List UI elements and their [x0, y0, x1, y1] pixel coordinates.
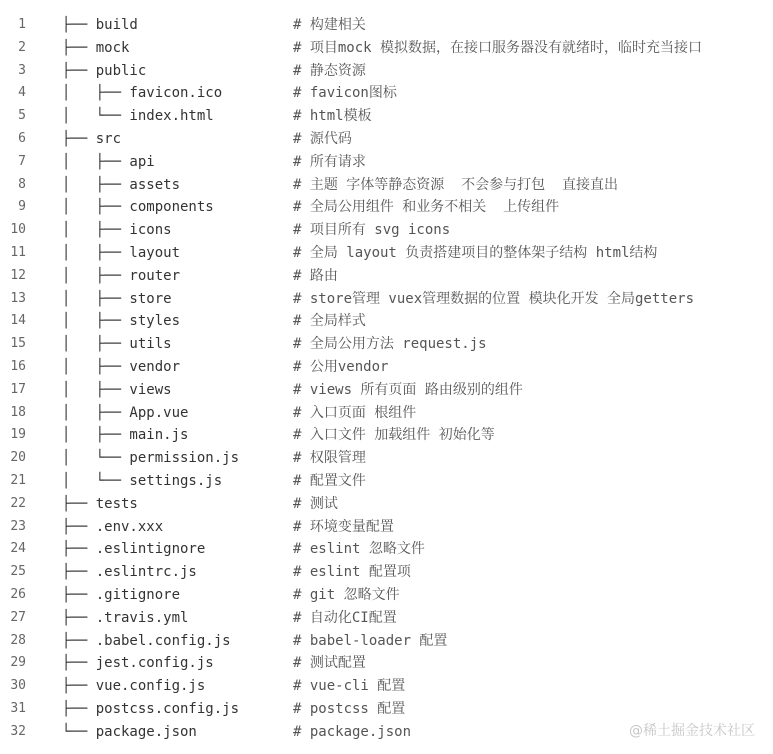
- comment: # eslint 配置项: [293, 564, 411, 581]
- line-number: 32: [10, 723, 26, 739]
- comment: # favicon图标: [293, 85, 397, 102]
- comment: # store管理 vuex管理数据的位置 模块化开发 全局getters: [293, 290, 695, 307]
- comment: # 入口文件 加载组件 初始化等: [293, 427, 495, 444]
- tree-entry: ├── .babel.config.js: [62, 632, 231, 649]
- comment: # 主题 字体等静态资源 不会参与打包 直接直出: [293, 176, 618, 193]
- line-number: 5: [18, 108, 26, 124]
- comment: # 测试: [293, 495, 338, 512]
- line-number: 2: [18, 39, 26, 55]
- comment: # postcss 配置: [293, 700, 406, 717]
- code-line: [0, 698, 773, 721]
- code-line: [0, 14, 773, 37]
- comment: # 公用vendor: [293, 358, 389, 375]
- tree-entry: ├── jest.config.js: [62, 655, 214, 672]
- comment: # 入口页面 根组件: [293, 404, 417, 421]
- tree-entry: │ ├── store: [62, 290, 172, 307]
- comment: # 静态资源: [293, 62, 366, 79]
- code-line: [0, 493, 773, 516]
- code-line: [0, 219, 773, 242]
- tree-entry: │ ├── styles: [62, 313, 181, 330]
- line-number: 12: [10, 267, 26, 283]
- comment: # 项目mock 模拟数据，在接口服务器没有就绪时，临时充当接口: [293, 39, 702, 56]
- comment: # 全局公用方法 request.js: [293, 336, 487, 353]
- code-line: [0, 402, 773, 425]
- comment: # 源代码: [293, 130, 352, 147]
- code-line: [0, 128, 773, 151]
- code-line: [0, 538, 773, 561]
- line-number: 13: [10, 290, 26, 306]
- line-number: 7: [18, 153, 26, 169]
- comment: # 全局 layout 负责搭建项目的整体架子结构 html结构: [293, 244, 658, 261]
- line-number: 27: [10, 609, 26, 625]
- tree-entry: │ ├── utils: [62, 336, 172, 353]
- tree-entry: ├── .gitignore: [62, 586, 181, 603]
- tree-entry: │ ├── views: [62, 381, 172, 398]
- tree-entry: ├── .eslintignore: [62, 541, 206, 558]
- comment: # 所有请求: [293, 153, 366, 170]
- tree-entry: ├── build: [62, 17, 138, 33]
- code-line: [0, 447, 773, 470]
- watermark: @稀土掘金技术社区: [629, 723, 755, 739]
- tree-entry: └── package.json: [62, 723, 197, 740]
- line-number: 24: [10, 541, 26, 557]
- comment: # 测试配置: [293, 655, 366, 672]
- line-number: 8: [18, 176, 26, 192]
- code-line: [0, 470, 773, 493]
- tree-entry: │ ├── main.js: [62, 427, 189, 444]
- code-line: [0, 82, 773, 105]
- line-number: 18: [10, 404, 26, 420]
- line-number: 20: [10, 450, 26, 466]
- line-number: 28: [10, 632, 26, 648]
- line-number: 1: [18, 17, 26, 32]
- comment: # html模板: [293, 108, 372, 125]
- code-line: [0, 105, 773, 128]
- comment: # 项目所有 svg icons: [293, 222, 451, 239]
- comment: # git 忽略文件: [293, 586, 400, 603]
- line-number: 6: [18, 130, 26, 146]
- code-line: [0, 561, 773, 584]
- code-line: [0, 607, 773, 630]
- tree-entry: │ ├── App.vue: [62, 404, 189, 421]
- line-number: 11: [10, 244, 26, 260]
- tree-entry: ├── public: [62, 62, 147, 79]
- comment: # eslint 忽略文件: [293, 541, 425, 558]
- tree-entry: │ ├── api: [62, 153, 155, 170]
- line-number: 4: [18, 85, 26, 101]
- code-line: [0, 265, 773, 288]
- tree-entry: │ ├── icons: [62, 222, 172, 239]
- comment: # 构建相关: [293, 17, 366, 33]
- code-line: [0, 174, 773, 197]
- code-line: [0, 333, 773, 356]
- code-line: [0, 288, 773, 311]
- comment: # 配置文件: [293, 472, 366, 489]
- comment: # 权限管理: [293, 450, 366, 467]
- line-number: 23: [10, 518, 26, 534]
- comment: # views 所有页面 路由级别的组件: [293, 381, 523, 398]
- line-number: 14: [10, 313, 26, 329]
- tree-entry: │ ├── layout: [62, 244, 181, 261]
- line-number: 29: [10, 655, 26, 671]
- tree-entry: ├── .env.xxx: [62, 518, 164, 535]
- code-line: [0, 151, 773, 174]
- line-number: 15: [10, 336, 26, 352]
- line-number: 9: [18, 199, 26, 215]
- line-number: 17: [10, 381, 26, 397]
- code-block: [0, 14, 773, 744]
- code-line: [0, 516, 773, 539]
- line-number: 22: [10, 495, 26, 511]
- tree-entry: ├── .travis.yml: [62, 609, 189, 626]
- code-line: [0, 356, 773, 379]
- comment: # 全局样式: [293, 313, 366, 330]
- line-number: 10: [10, 222, 26, 238]
- line-number: 19: [10, 427, 26, 443]
- comment: # babel-loader 配置: [293, 632, 448, 649]
- code-line: [0, 652, 773, 675]
- code-line: [0, 379, 773, 402]
- tree-entry: │ └── settings.js: [62, 472, 223, 489]
- code-line: [0, 60, 773, 83]
- tree-entry: │ ├── favicon.ico: [62, 85, 223, 102]
- tree-entry: ├── postcss.config.js: [62, 700, 240, 717]
- tree-entry: ├── src: [62, 130, 122, 147]
- line-number: 21: [10, 472, 26, 488]
- code-line: [0, 242, 773, 265]
- tree-entry: ├── tests: [62, 495, 138, 512]
- line-number: 16: [10, 358, 26, 374]
- code-line: [0, 37, 773, 60]
- tree-entry: │ └── index.html: [62, 108, 214, 125]
- tree-entry: │ └── permission.js: [62, 450, 240, 467]
- code-line: [0, 196, 773, 219]
- comment: # 环境变量配置: [293, 518, 394, 535]
- line-number: 31: [10, 700, 26, 716]
- code-line: [0, 310, 773, 333]
- line-number: 25: [10, 564, 26, 580]
- code-line: [0, 424, 773, 447]
- tree-entry: │ ├── components: [62, 199, 214, 216]
- tree-entry: │ ├── router: [62, 267, 181, 284]
- code-line: [0, 584, 773, 607]
- line-number: 30: [10, 678, 26, 694]
- code-line: [0, 630, 773, 653]
- comment: # vue-cli 配置: [293, 678, 406, 695]
- tree-entry: ├── mock: [62, 39, 130, 56]
- comment: # 全局公用组件 和业务不相关 上传组件: [293, 199, 560, 216]
- line-number: 3: [18, 62, 26, 78]
- comment: # 自动化CI配置: [293, 609, 397, 626]
- comment: # package.json: [293, 723, 412, 740]
- tree-entry: │ ├── vendor: [62, 358, 181, 375]
- comment: # 路由: [293, 267, 338, 284]
- tree-entry: │ ├── assets: [62, 176, 181, 193]
- line-number: 26: [10, 586, 26, 602]
- tree-entry: ├── vue.config.js: [62, 678, 206, 695]
- code-line: [0, 675, 773, 698]
- tree-entry: ├── .eslintrc.js: [62, 564, 197, 581]
